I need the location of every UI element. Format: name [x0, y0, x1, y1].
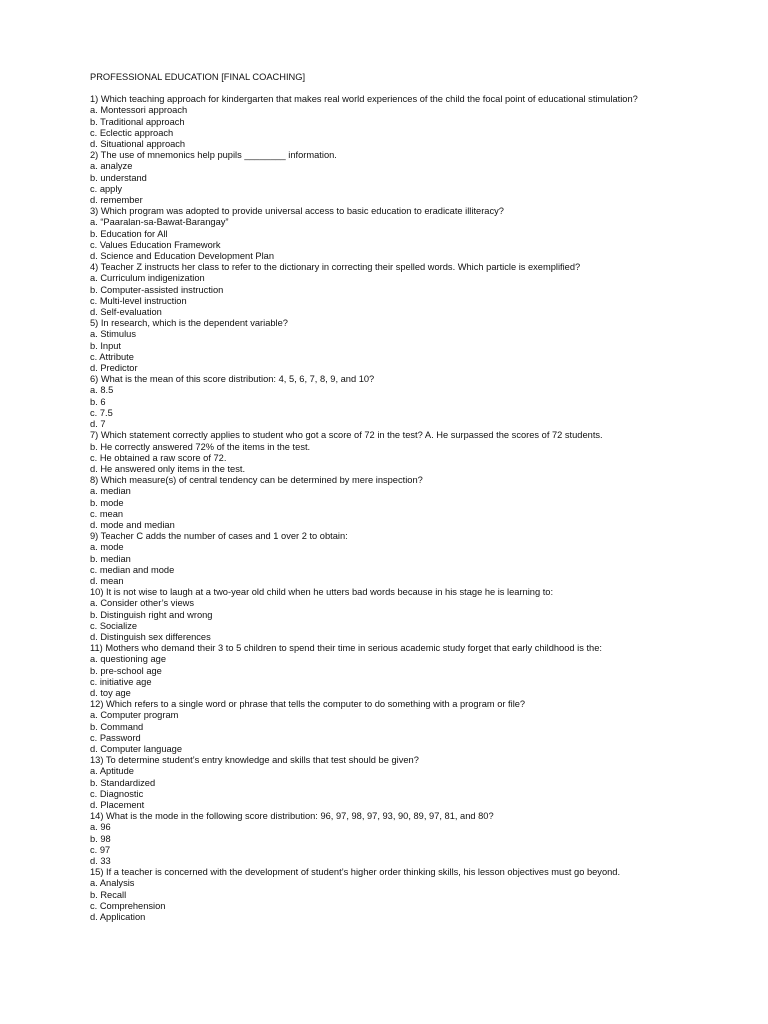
answer-option: a. questioning age [90, 654, 166, 665]
question-block [90, 475, 676, 531]
answer-option: c. Socialize [90, 620, 138, 631]
answer-option: d. Distinguish sex differences [90, 631, 211, 642]
answer-option: a. mode [90, 542, 124, 553]
answer-option: d. 7 [90, 419, 106, 430]
answer-option: c. He obtained a raw score of 72. [90, 452, 227, 463]
answer-option: d. Situational approach [90, 139, 186, 150]
question-text: 9) Teacher C adds the number of cases and 1 over 2 to obtain: [90, 531, 348, 542]
answer-option: b. Command [90, 721, 144, 732]
answer-option: d. remember [90, 195, 143, 206]
answer-option: d. He answered only items in the test. [90, 463, 246, 474]
answer-option: b. Distinguish right and wrong [90, 609, 213, 620]
question-block [90, 587, 676, 643]
question-text: 1) Which teaching approach for kindergarten that makes real world experiences of the child the focal point of educational stimulation? [90, 94, 638, 105]
answer-option: c. Multi-level instruction [90, 295, 187, 306]
question-block [90, 643, 676, 699]
question-text: 8) Which measure(s) of central tendency can be determined by mere inspection? [90, 475, 423, 486]
question-text: 14) What is the mode in the following score distribution: 96, 97, 98, 97, 93, 90, 89, 97, 81, and 80? [90, 811, 494, 822]
answer-option: c. Attribute [90, 351, 134, 362]
question-block [90, 94, 676, 150]
question-text: 15) If a teacher is concerned with the development of student’s higher order thinking skills, his lesson objectives must go beyond. [90, 867, 621, 878]
question-block [90, 150, 676, 206]
answer-option: b. Education for All [90, 228, 168, 239]
question-block [90, 206, 676, 262]
question-text: 7) Which statement correctly applies to student who got a score of 72 in the test? A. He surpassed the scores of 72 students. [90, 430, 603, 441]
answer-option: b. understand [90, 172, 147, 183]
answer-option: a. analyze [90, 161, 133, 172]
answer-option: d. Self-evaluation [90, 307, 162, 318]
answer-option: d. Placement [90, 800, 145, 810]
document-page [90, 72, 676, 923]
question-block [90, 430, 676, 475]
answer-option: d. mean [90, 575, 124, 586]
answer-option: a. median [90, 486, 131, 497]
answer-option: d. Predictor [90, 363, 138, 374]
answer-option: b. Computer-assisted instruction [90, 284, 224, 295]
answer-option: c. mean [90, 508, 124, 519]
answer-option: a. 8.5 [90, 385, 114, 396]
question-list [90, 94, 676, 923]
answer-option: d. Computer language [90, 743, 182, 754]
answer-option: a. Consider other’s views [90, 598, 195, 609]
question-text: 10) It is not wise to laugh at a two-year old child when he utters bad words because in his stage he is learning to: [90, 587, 554, 598]
answer-option: c. Values Education Framework [90, 239, 221, 250]
answer-option: a. 96 [90, 822, 111, 833]
answer-option: c. Password [90, 732, 141, 743]
answer-option: d. mode and median [90, 519, 175, 530]
answer-option: c. Eclectic approach [90, 127, 174, 138]
question-text: 3) Which program was adopted to provide universal access to basic education to eradicate illiteracy? [90, 206, 504, 217]
answer-option: c. Diagnostic [90, 788, 144, 799]
answer-option: d. toy age [90, 687, 131, 698]
answer-option: b. Recall [90, 889, 127, 900]
answer-option: d. Science and Education Development Plan [90, 251, 274, 262]
answer-option: d. Application [90, 912, 146, 923]
question-block [90, 699, 676, 755]
answer-option: c. Comprehension [90, 900, 166, 911]
question-block [90, 374, 676, 430]
answer-option: c. 97 [90, 844, 111, 855]
question-text: 13) To determine student’s entry knowledge and skills that test should be given? [90, 755, 419, 766]
question-text: 11) Mothers who demand their 3 to 5 children to spend their time in serious academic study forget that early childhood is the: [90, 643, 602, 654]
answer-option: b. mode [90, 497, 124, 508]
answer-option: a. Analysis [90, 878, 135, 889]
answer-option: d. 33 [90, 856, 111, 867]
answer-option: a. Aptitude [90, 766, 134, 777]
answer-option: a. “Paaralan-sa-Bawat-Barangay” [90, 217, 229, 228]
question-block [90, 531, 676, 587]
answer-option: b. median [90, 553, 131, 564]
question-text: 12) Which refers to a single word or phrase that tells the computer to do something with a program or file? [90, 699, 526, 710]
question-block [90, 811, 676, 867]
question-block [90, 867, 676, 923]
answer-option: b. pre-school age [90, 665, 162, 676]
question-block [90, 318, 676, 374]
answer-option: b. Traditional approach [90, 116, 185, 127]
answer-option: a. Computer program [90, 710, 179, 721]
question-block [90, 755, 676, 811]
answer-option: b. Input [90, 340, 122, 351]
document-title: PROFESSIONAL EDUCATION [FINAL COACHING] [90, 72, 306, 82]
question-text: 2) The use of mnemonics help pupils ________ information. [90, 150, 337, 161]
answer-option: b. 98 [90, 833, 111, 844]
answer-option: a. Stimulus [90, 329, 136, 340]
answer-option: c. initiative age [90, 676, 152, 687]
answer-option: b. Standardized [90, 777, 156, 788]
answer-option: c. median and mode [90, 564, 175, 575]
question-text: 6) What is the mean of this score distribution: 4, 5, 6, 7, 8, 9, and 10? [90, 374, 375, 385]
answer-option: a. Montessori approach [90, 105, 188, 116]
answer-option: b. 6 [90, 396, 106, 407]
answer-option: c. 7.5 [90, 407, 113, 418]
question-text: 4) Teacher Z instructs her class to refer to the dictionary in correcting their spelled words. Which particle is exemplified? [90, 262, 581, 273]
answer-option: b. He correctly answered 72% of the items in the test. [90, 441, 311, 452]
answer-option: a. Curriculum indigenization [90, 273, 205, 284]
question-text: 5) In research, which is the dependent variable? [90, 318, 288, 329]
answer-option: c. apply [90, 183, 123, 194]
question-block [90, 262, 676, 318]
